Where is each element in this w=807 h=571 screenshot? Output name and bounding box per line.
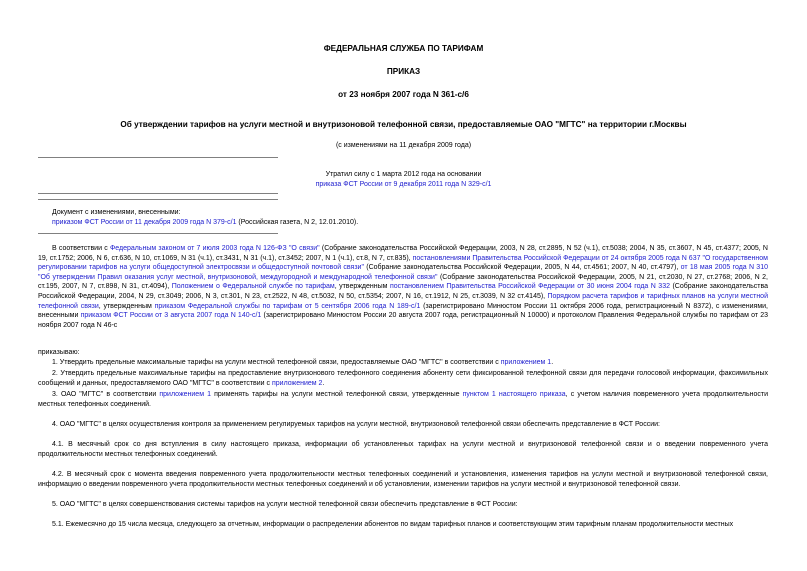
item-text: применять тарифы на услуги местной телефонной связи, утвержденные <box>211 391 463 398</box>
changes-source: (Российская газета, N 2, 12.01.2010). <box>236 219 359 226</box>
doc-type: ПРИКАЗ <box>386 67 421 76</box>
item-text: . <box>322 379 325 387</box>
item-text: 1. Утвердить предельные максимальные тарифы на услуги местной телефонной связи, предоставляемые ОАО "МГТС" в соответствии с <box>52 359 501 366</box>
government-decree-637-link[interactable]: постановлениями Правительства Российской Федерации от 24 октября 2005 года N 637 "О государственном регулировании тарифов на услуги общедоступной электросвязи и общедоступной почтовой связи" <box>38 254 768 272</box>
preamble-text: В соответствии с <box>52 245 110 252</box>
status-line: Утратил силу с 1 марта 2012 года на основании <box>325 171 482 178</box>
item-5: 5. ОАО "МГТС" в целях совершенствования системы тарифов на услуги местной телефонной связи обеспечить представление в ФСТ России: <box>52 501 518 508</box>
fst-order-140-link[interactable]: приказом ФСТ России от 3 августа 2007 года N 140-с/1 <box>80 312 262 320</box>
appendix-1-link[interactable]: приложением 1 <box>500 359 552 366</box>
appendix-2-link[interactable]: приложением 2 <box>271 379 323 387</box>
item-1-link[interactable]: пунктом 1 настоящего приказа <box>462 391 566 398</box>
fst-order-189-link[interactable]: приказом Федеральной службы по тарифам от 5 сентября 2006 года N 189-с/1 <box>154 302 421 310</box>
item-1 <box>38 358 768 368</box>
item-2 <box>38 369 768 388</box>
preamble-text: (Собрание законодательства Российской Федерации, 2003, N 28, ст.2895, N 52 (ч.1), ст.5038; 2004, N 35, ст.3607, N 45, ст.4377; 2005, N 19, ст.1752; 2006, N 6, ст.636, N 10, ст.1069, N 31 (ч.1), ст.3431, N 31 (ч.1), ст.3452; 2007, N 1 (ч.1), ст.8, N 7, ст.835), <box>38 245 768 262</box>
item-text: . <box>551 359 554 366</box>
divider <box>38 233 278 234</box>
divider <box>38 157 278 158</box>
item-4-2: 4.2. В месячный срок с момента введения повременного учета продолжительности местных телефонных соединений и установления, изменения тарифов на услуги местной и внутризоновой телефонной связи, информацию о введении повременного учета продолжительности местных телефонных соединений и об установлении, изменении тарифов на услуги местной и внутризоновой телефонной связи. <box>38 471 768 488</box>
preamble-text: , утвержденным <box>98 302 155 310</box>
preamble-text: (зарегистрировано Минюстом России 11 октября 2006 года, регистрационный N 8372), с изменениями, внесенными <box>38 302 768 320</box>
item-3 <box>38 390 768 409</box>
tariff-calculation-procedure-link[interactable]: Порядком расчета тарифов и тарифных планов на услуги местной телефонной связи <box>38 292 768 310</box>
divider <box>38 199 278 200</box>
fst-regulation-link[interactable]: Положением о Федеральной службе по тарифам <box>171 283 335 291</box>
preamble-text: , утвержденным <box>334 283 390 291</box>
preamble-text: (Собрание законодательства Российской Федерации, 2005, N 21, ст.2030, N 27, ст.2768; 2006, N 2, ст.195, 2007, N 7, ст.898, N 31, ст.4094), <box>38 273 768 291</box>
appendix-1-link[interactable]: приложением 1 <box>159 391 212 398</box>
changes-order-link[interactable]: приказом ФСТ России от 11 декабря 2009 года N 379-с/1 <box>52 219 237 226</box>
agency-name: ФЕДЕРАЛЬНАЯ СЛУЖБА ПО ТАРИФАМ <box>323 44 484 53</box>
preamble-text: (Собрание законодательства Российской Федерации, 2005, N 44, ст.4561; 2007, N 40, ст.4797), <box>363 264 681 272</box>
preamble-text: (зарегистрировано Минюстом России 20 августа 2007 года, регистрационный N 10000) и протоколом Правления Федеральной службы по тарифам от 23 ноября 2007 года N 46-с <box>38 312 769 329</box>
item-text: 3. ОАО "МГТС" в соответствии <box>52 391 160 398</box>
divider <box>38 193 278 194</box>
orders-word: приказываю: <box>38 349 80 356</box>
government-decree-332-link[interactable]: постановлением Правительства Российской Федерации от 30 июня 2004 года N 332 <box>389 283 670 291</box>
item-text: , с учетом наличия повременного учета продолжительности местных телефонных соединений. <box>38 391 768 408</box>
item-4-1: 4.1. В месячный срок со дня вступления в силу настоящего приказа, информации об установленных тарифах на услуги местной и внутризоновой телефонной связи и о введении повременного учета продолжительности местных телефонных соединений. <box>38 441 768 458</box>
changes-label: Документ с изменениями, внесенными: <box>52 209 181 216</box>
changes-line <box>52 218 358 228</box>
preamble-paragraph <box>38 244 768 330</box>
federal-law-link[interactable]: Федеральным законом от 7 июля 2003 года N 126-ФЗ "О связи" <box>109 245 320 252</box>
preamble-text: (Собрание законодательства Российской Федерации, 2004, N 29, ст.3049; 2006, N 3, ст.301, N 23, ст.2522, N 48, ст.5032, N 50, ст.5354; 2007, N 16, ст.1912, N 25, ст.3039, N 32 ст.4145), <box>38 283 769 300</box>
government-decree-310-link[interactable]: от 18 мая 2005 года N 310 "Об утверждении Правил оказания услуг местной, внутризоновой, междугородной и международной телефонной связи" <box>38 264 768 281</box>
doc-date-number: от 23 ноября 2007 года N 361-с/6 <box>338 90 469 99</box>
repeal-order-link[interactable]: приказа ФСТ России от 9 декабря 2011 года N 329-с/1 <box>315 181 492 188</box>
item-5-1: 5.1. Ежемесячно до 15 числа месяца, следующего за отчетным, информации о распределении абонентов по видам тарифных планов и соответствующим этим тарифным планам продолжительности местных <box>52 521 734 528</box>
item-4: 4. ОАО "МГТС" в целях осуществления контроля за применением регулируемых тарифов на услуги местной, внутризоновой телефонной связи обеспечить представление в ФСТ России: <box>52 421 660 428</box>
doc-title: Об утверждении тарифов на услуги местной и внутризоновой телефонной связи, предоставляемые ОАО "МГТС" на территории г.Москвы <box>120 120 687 129</box>
item-text: 2. Утвердить предельные максимальные тарифы на предоставление внутризонового телефонного соединения абоненту сети фиксированной телефонной связи для передачи голосовой информации, факсимильных сообщений и данных, предоставляемого ОАО "МГТС" в соответствии с <box>38 370 768 387</box>
amendment-note: (с изменениями на 11 декабря 2009 года) <box>335 142 472 149</box>
